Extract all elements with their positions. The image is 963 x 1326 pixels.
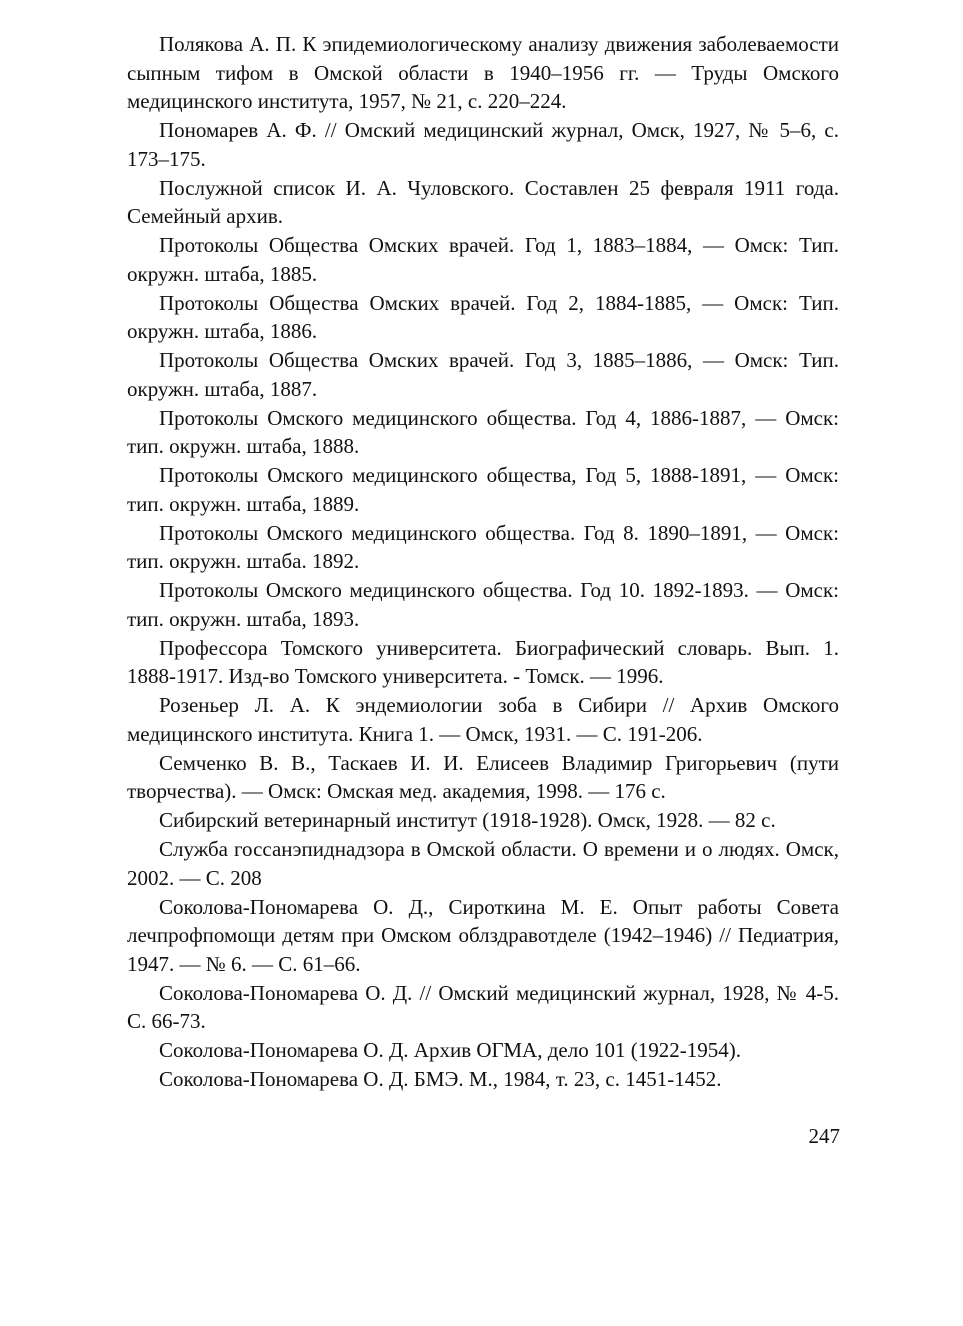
- reference-entry: Профессора Томского университета. Биографический словарь. Вып. 1. 1888-1917. Изд-во Томского университета. - Томск. — 1996.: [127, 635, 839, 688]
- reference-entry: Соколова-Пономарева О. Д. Архив ОГМА, дело 101 (1922-1954).: [159, 1038, 741, 1062]
- reference-list: [127, 30, 839, 1094]
- reference-entry: Полякова А. П. К эпидемиологическому анализу движения заболеваемости сыпным тифом в Омской области в 1940–1956 гг. — Труды Омского медицинского института, 1957, № 21, с. 220–224.: [127, 32, 839, 113]
- reference-entry: Протоколы Общества Омских врачей. Год 2, 1884-1885, — Омск: Тип. окружн. штаба, 1886.: [127, 290, 839, 343]
- reference-entry: Соколова-Пономарева О. Д. БМЭ. М., 1984, т. 23, с. 1451-1452.: [159, 1067, 722, 1091]
- reference-entry: Пономарев А. Ф. // Омский медицинский журнал, Омск, 1927, № 5–6, с. 173–175.: [127, 118, 839, 171]
- reference-entry: Сибирский ветеринарный институт (1918-1928). Омск, 1928. — 82 с.: [159, 808, 776, 832]
- reference-entry: Протоколы Омского медицинского общества. Год 4, 1886-1887, — Омск: тип. окружн. штаба, 1888.: [127, 405, 839, 458]
- reference-entry: Послужной список И. А. Чуловского. Составлен 25 февраля 1911 года. Семейный архив.: [127, 175, 839, 228]
- reference-entry: Служба госсанэпиднадзора в Омской области. О времени и о людях. Омск, 2002. — С. 208: [127, 837, 839, 890]
- reference-entry: Протоколы Омского медицинского общества. Год 10. 1892-1893. — Омск: тип. окружн. штаба, 1893.: [127, 578, 839, 631]
- reference-entry: Протоколы Общества Омских врачей. Год 3, 1885–1886, — Омск: Тип. окружн. штаба, 1887.: [127, 348, 839, 401]
- reference-entry: Соколова-Пономарева О. Д. // Омский медицинский журнал, 1928, № 4-5. С. 66-73.: [127, 980, 839, 1033]
- reference-entry: Протоколы Омского медицинского общества. Год 8. 1890–1891, — Омск: тип. окружн. штаба. 1892.: [127, 520, 839, 573]
- reference-entry: Протоколы Общества Омских врачей. Год 1, 1883–1884, — Омск: Тип. окружн. штаба, 1885.: [127, 233, 839, 286]
- reference-entry: Семченко В. В., Таскаев И. И. Елисеев Владимир Григорьевич (пути творчества). — Омск: Омская мед. академия, 1998. — 176 с.: [127, 750, 839, 803]
- reference-entry: Протоколы Омского медицинского общества, Год 5, 1888-1891, — Омск: тип. окружн. штаба, 1889.: [127, 463, 839, 516]
- reference-entry: Соколова-Пономарева О. Д., Сироткина М. Е. Опыт работы Совета лечпрофпомощи детям при Омском облздравотделе (1942–1946) // Педиатрия, 1947. — № 6. — С. 61–66.: [127, 894, 839, 976]
- reference-entry: Розеньер Л. А. К эндемиологии зоба в Сибири // Архив Омского медицинского института. Книга 1. — Омск, 1931. — С. 191-206.: [127, 693, 839, 746]
- page-number: 247: [808, 1124, 840, 1148]
